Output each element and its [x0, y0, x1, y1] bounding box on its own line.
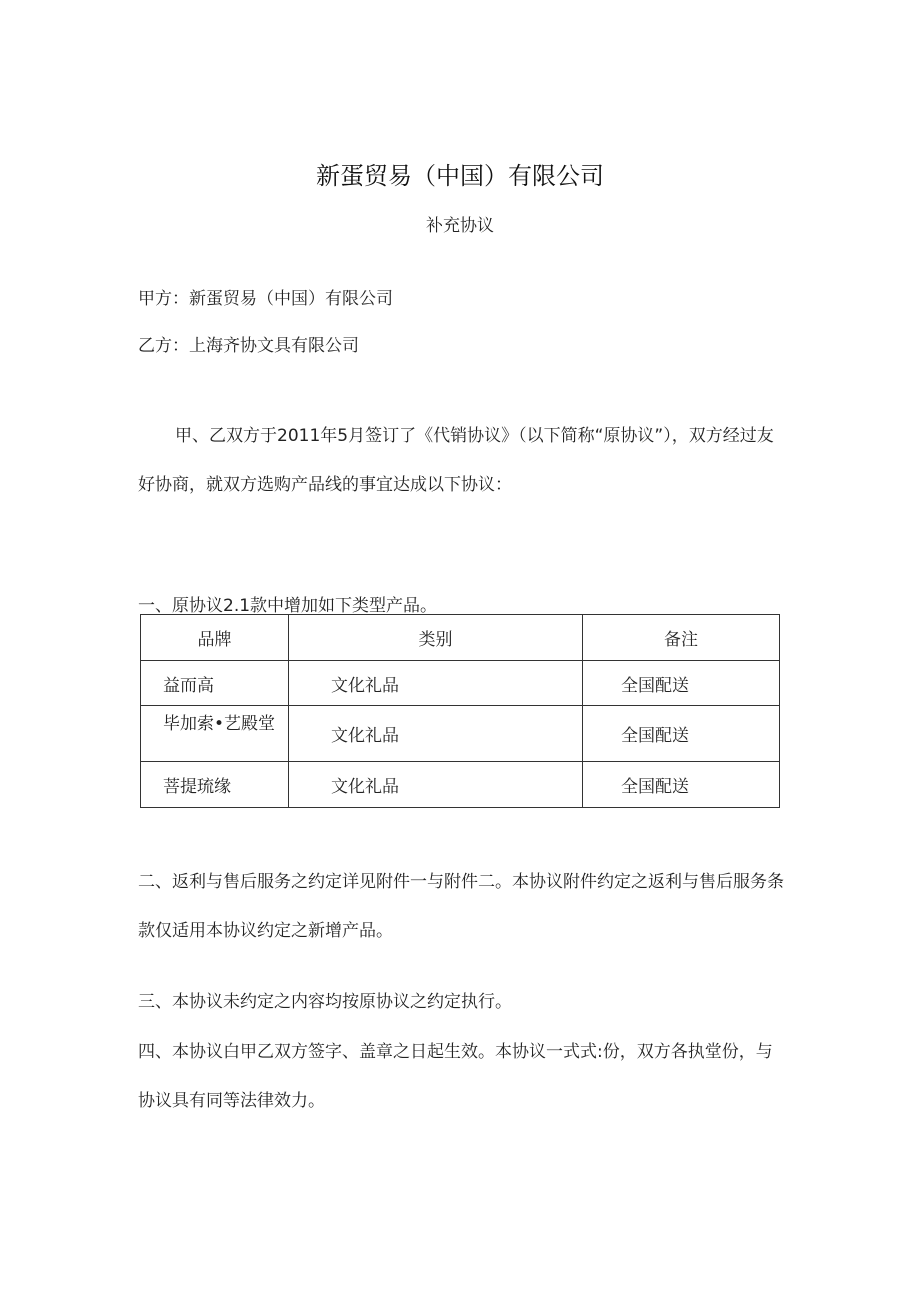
table-cell-brand: 菩提琉缘: [141, 762, 289, 808]
table-header-category: 类别: [289, 615, 583, 661]
product-table: [140, 614, 780, 808]
table-cell-note: 全国配送: [583, 762, 780, 808]
table-row: [141, 706, 780, 762]
table-cell-category: 文化礼品: [289, 706, 583, 762]
table-cell-brand: 毕加索•艺殿堂: [141, 706, 289, 762]
table-header-row: [141, 615, 780, 661]
clause-3: 三、本协议未约定之内容均按原协议之约定执行。: [138, 992, 512, 1012]
party-b: 乙方：上海齐协文具有限公司: [138, 336, 359, 356]
table-header-brand: 品牌: [141, 615, 289, 661]
intro-paragraph: [138, 412, 788, 510]
clause-1: 一、原协议2.1款中增加如下类型产品。: [138, 596, 438, 616]
document-subtitle: 补充协议: [426, 216, 494, 236]
table-cell-note: 全国配送: [583, 706, 780, 762]
intro-text: 甲、乙双方于2011年5月签订了《代销协议》（以下简称“原协议”），双方经过友好协商，就双方选购产品线的事宜达成以下协议：: [138, 426, 774, 495]
document-title: 新蛋贸易（中国）有限公司: [316, 162, 604, 190]
table-cell-category: 文化礼品: [289, 661, 583, 706]
table-row: [141, 762, 780, 808]
table-cell-category: 文化礼品: [289, 762, 583, 808]
table-cell-note: 全国配送: [583, 661, 780, 706]
table-row: [141, 661, 780, 706]
party-a: 甲方：新蛋贸易（中国）有限公司: [138, 289, 393, 309]
table-cell-brand: 益而高: [141, 661, 289, 706]
clause-4: 四、本协议白甲乙双方签字、盖章之日起生效。本协议一式式:份，双方各执堂份，与协议具有同等法律效力。: [138, 1042, 773, 1111]
table-header-note: 备注: [583, 615, 780, 661]
clause-2: 二、返利与售后服务之约定详见附件一与附件二。本协议附件约定之返利与售后服务条款仅适用本协议约定之新增产品。: [138, 872, 784, 941]
